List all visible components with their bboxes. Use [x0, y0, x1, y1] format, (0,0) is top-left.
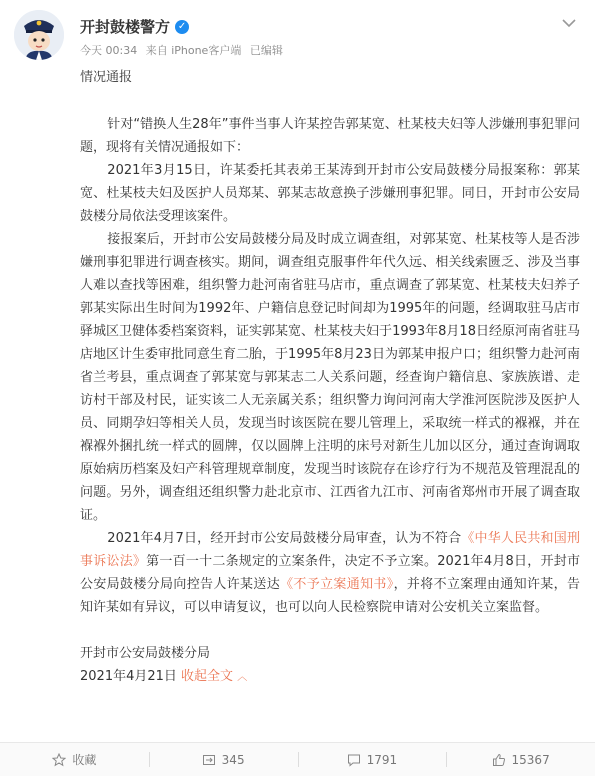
- signature-date: 2021年4月21日: [80, 669, 177, 684]
- like-button[interactable]: [446, 743, 595, 776]
- collapse-label: 收起全文: [181, 669, 234, 684]
- avatar[interactable]: [14, 10, 64, 60]
- paragraph-3-text-c: ，并将不立案理由通知许某，告知许某如有异议，可以申请复议，也可以向人民检察院申请对公安机关立案监督。: [80, 577, 580, 615]
- star-icon: [52, 753, 66, 767]
- post-meta: [80, 42, 288, 58]
- notice-link[interactable]: 《不予立案通知书》: [280, 577, 394, 592]
- spacer: [80, 619, 580, 642]
- police-avatar-icon: [14, 10, 64, 60]
- edited-label[interactable]: 已编辑: [249, 44, 283, 57]
- comment-button[interactable]: [298, 743, 447, 776]
- post-intro: 针对“错换人生28年”事件当事人许某控告郭某宽、杜某枝夫妇等人涉嫌刑事犯罪问题，现将有关情况通报如下：: [80, 117, 580, 155]
- signature-org: 开封市公安局鼓楼分局: [80, 646, 211, 661]
- like-count: 15367: [511, 752, 550, 767]
- paragraph-3-text-a: 2021年4月7日，经开封市公安局鼓楼分局审查，认为不符合: [107, 531, 462, 546]
- username-row: [80, 16, 189, 37]
- post-body: [80, 66, 580, 689]
- post-header: [14, 10, 581, 62]
- repost-icon: [202, 753, 216, 767]
- post-source: 来自 iPhone客户端: [145, 44, 242, 57]
- chevron-up-icon: ︿: [237, 672, 248, 683]
- action-bar: [0, 742, 595, 776]
- verified-badge-icon: ✓: [175, 20, 189, 34]
- favorite-label: 收藏: [72, 753, 97, 767]
- law-link[interactable]: 《中华人民共和国刑事诉讼法》: [80, 531, 580, 569]
- post-time[interactable]: 今天 00:34: [80, 44, 138, 57]
- repost-count: 345: [221, 752, 245, 767]
- comment-count: 1791: [366, 752, 398, 767]
- comment-icon: [347, 753, 361, 767]
- post-paragraph-1: 2021年3月15日，许某委托其表弟王某涛到开封市公安局鼓楼分局报案称：郭某宽、杜某枝夫妇及医护人员郑某、郭某志故意换子涉嫌刑事犯罪。同日，开封市公安局鼓楼分局依法受理该案件。: [80, 163, 580, 224]
- username[interactable]: 开封鼓楼警方: [80, 18, 171, 36]
- thumbs-up-icon: [492, 753, 506, 767]
- repost-button[interactable]: [149, 743, 298, 776]
- collapse-fulltext-link[interactable]: [181, 669, 247, 684]
- favorite-button[interactable]: [0, 743, 149, 776]
- post-paragraph-3: [80, 527, 580, 619]
- post-heading: 情况通报: [80, 70, 133, 85]
- chevron-down-icon[interactable]: [561, 14, 579, 28]
- signature-row: [80, 665, 580, 689]
- post-paragraph-2: 接报案后，开封市公安局鼓楼分局及时成立调查组，对郭某宽、杜某枝等人是否涉嫌刑事犯罪进行调查核实。期间，调查组克服事件年代久远、相关线索匮乏、涉及当事人难以查找等困难，组织警力赴河南省驻马店市，重点调查了郭某宽、杜某枝夫妇养子郭某实际出生时间为1992年、户籍信息登记时间却为1995年的问题，经调取驻马店市驿城区卫健体委档案资料，证实郭某宽、杜某枝夫妇于1993年8月18日经原河南省驻马店地区计生委审批同意生育二胎，于1995年8月23日为郭某申报户口；组织警力赴河南省兰考县，重点调查了郭某宽与郭某志二人关系问题，经查询户籍信息、家族族谱、走访村干部及村民，证实该二人无亲属关系；组织警力询问河南大学淮河医院涉及医护人员、同期孕妇等相关人员，发现当时该医院在婴儿管理上，采取统一样式的褓褓，并在褓褓外捆扎统一样式的圆牌，仅以圆牌上注明的床号对新生儿加以区分，通过查询调取原始病历档案及妇产科管理规章制度，发现当时该院存在诊疗行为不规范及管理混乱的问题。另外，调查组还组织警力赴北京市、江西省九江市、河南省郑州市开展了调查取证。: [80, 232, 580, 523]
- paragraph-3-text-b: 第一百一十二条规定的立案条件，决定不予立案。2021年4月8日，开封市公安局鼓楼分局向控告人许某送达: [80, 554, 580, 592]
